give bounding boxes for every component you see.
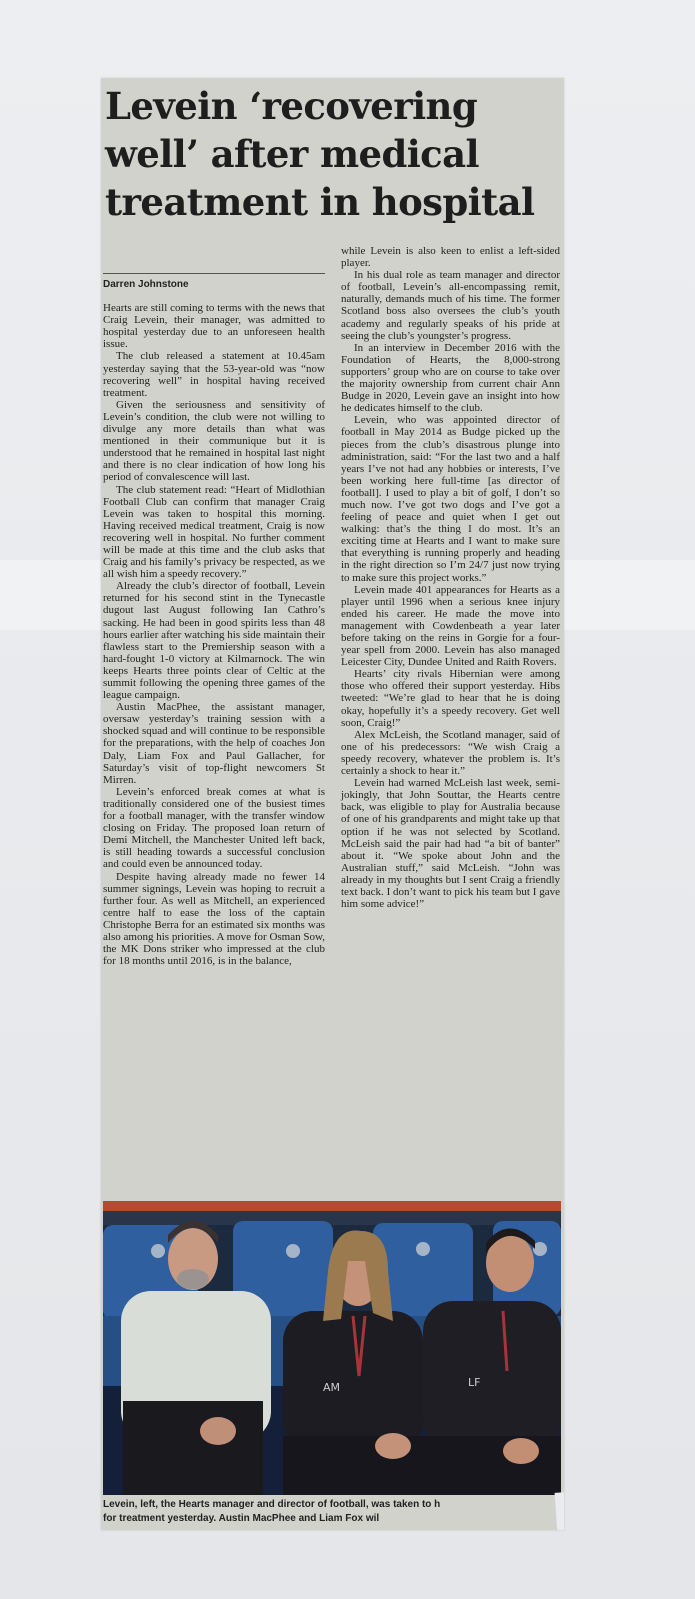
paragraph: Levein had warned McLeish last week, semi-jokingly, that John Souttar, the Hearts centre back, was eligible to play for Australia because of one of his grandparents and might take up that option if he was not selected by Scotland. McLeish said the pair had had “a bit of banter” about it. “We spoke about John and the Australian stuff,” said McLeish. “John was already in my thoughts but I sent Craig a friendly text back. I don’t want to pick his team but I gave him some advice!”: [341, 777, 560, 911]
paragraph: Hearts’ city rivals Hibernian were among those who offered their support yesterday. Hibs tweeted: “We’re glad to hear that he is doing okay, hopefully it’s a speedy recovery. Get well soon, Craig!”: [341, 668, 560, 729]
paragraph: Given the seriousness and sensitivity of Levein’s condition, the club were not willing to divulge any more details than what was mentioned in their communique but it is understood that he remained in hospital last night and there is no clear indication of how long his period of convalescence will last.: [103, 398, 325, 484]
paragraph: Levein, who was appointed director of football in May 2014 as Budge picked up the pieces from the club’s disastrous plunge into administration, said: “For the last two and a half years I’ve not had any hobbies or interests, I’ve been working here full-time [as director of football]. I used to play a bit of golf, I don’t so much now. I’ve got two dogs and I’ve got a feeling of peace and quiet when I get out walking: that’s the thing I do most. It’s an exciting time at Hearts and I want to make sure that everything is running properly and heading in the right direction so I’m 24/7 just now trying to make sure this project works.”: [341, 414, 560, 584]
paragraph: Already the club’s director of football, Levein returned for his second stint in the Tynecastle dugout last August following Ian Cathro’s sacking. He had been in good spirits less than 48 hours earlier after watching his side maintain their flawless start to the Premiership season with a hard-fought 1-0 victory at Kilmarnock. The win keeps Hearts three points clear of Celtic at the summit following the opening three games of the league campaign.: [103, 580, 325, 702]
caption-line: for treatment yesterday. Austin MacPhee and Liam Fox wil: [103, 1513, 380, 1524]
paragraph: In his dual role as team manager and director of football, Levein’s all-encompassing remit, naturally, demands much of his time. The former Scotland boss also oversees the club’s youth academy and regularly speaks of his pride at seeing the club’s youngster’s progress.: [341, 269, 560, 342]
article-column-1: [103, 273, 325, 967]
caption-line: Levein, left, the Hearts manager and director of football, was taken to h: [103, 1499, 441, 1510]
news-photo: [103, 1201, 561, 1495]
paragraph: The club released a statement at 10.45am yesterday saying that the 53-year-old was “now recovering well” in hospital having received treatment.: [103, 350, 325, 399]
paragraph: Austin MacPhee, the assistant manager, oversaw yesterday’s training session with a shocked squad and will continue to be responsible for the preparations, with the help of coaches Jon Daly, Liam Fox and Paul Gallacher, for Saturday’s visit of top-flight newcomers St Mirren.: [103, 701, 325, 786]
byline-rule: [103, 273, 325, 274]
article-column-2: [341, 245, 560, 910]
paragraph: Despite having already made no fewer 14 summer signings, Levein was hoping to recruit a further four. As well as Mitchell, an experienced centre half to ease the loss of the captain Christophe Berra for an estimated six months was also among his priorities. A move for Osman Sow, the MK Dons striker who impressed at the club for 18 months until 2016, is in the balance,: [103, 870, 325, 968]
paragraph: Hearts are still coming to terms with the news that Craig Levein, their manager, was admitted to hospital yesterday due to an unforeseen health issue.: [103, 302, 325, 351]
byline: Darren Johnstone: [103, 279, 189, 290]
shirt-initials: AM: [323, 1381, 341, 1394]
paragraph: Levein made 401 appearances for Hearts as a player until 1996 when a serious knee injury ended his career. He made the move into management with Cowdenbeath a year later before taking on the reins in Gorgie for a four-year spell from 2000. Levein has also managed Leicester City, Dundee United and Raith Rovers.: [341, 583, 560, 669]
torn-corner: [555, 1485, 564, 1530]
photo-caption: [103, 1498, 563, 1526]
shirt-initials: LF: [468, 1376, 481, 1389]
paragraph: Alex McLeish, the Scotland manager, said of one of his predecessors: “We wish Craig a speedy recovery, whatever the problem is. It’s certainly a shock to hear it.”: [341, 728, 560, 778]
paragraph: The club statement read: “Heart of Midlothian Football Club can confirm that manager Craig Levein was taken to hospital this morning. Having received medical treatment, Craig is now recovering well in hospital. No further comment will be made at this time and the club asks that Craig and his family’s privacy be respected, as we all wish him a speedy recovery.”: [103, 483, 325, 581]
paragraph: Levein’s enforced break comes at what is traditionally considered one of the busiest times for a football manager, with the transfer window closing on Friday. The proposed loan return of Demi Mitchell, the Manchester United left back, is still heading towards a successful conclusion and could even be announced today.: [103, 785, 325, 871]
newspaper-clipping: [101, 78, 564, 1530]
paragraph: In an interview in December 2016 with the Foundation of Hearts, the 8,000-strong supporters’ group who are on course to take over the majority ownership from current chair Ann Budge in 2020, Levein gave an insight into how he dedicates himself to the club.: [341, 341, 560, 415]
headline: Levein ‘recovering well’ after medical treatment in hospital: [105, 84, 535, 224]
paragraph: while Levein is also keen to enlist a left-sided player.: [341, 245, 560, 270]
